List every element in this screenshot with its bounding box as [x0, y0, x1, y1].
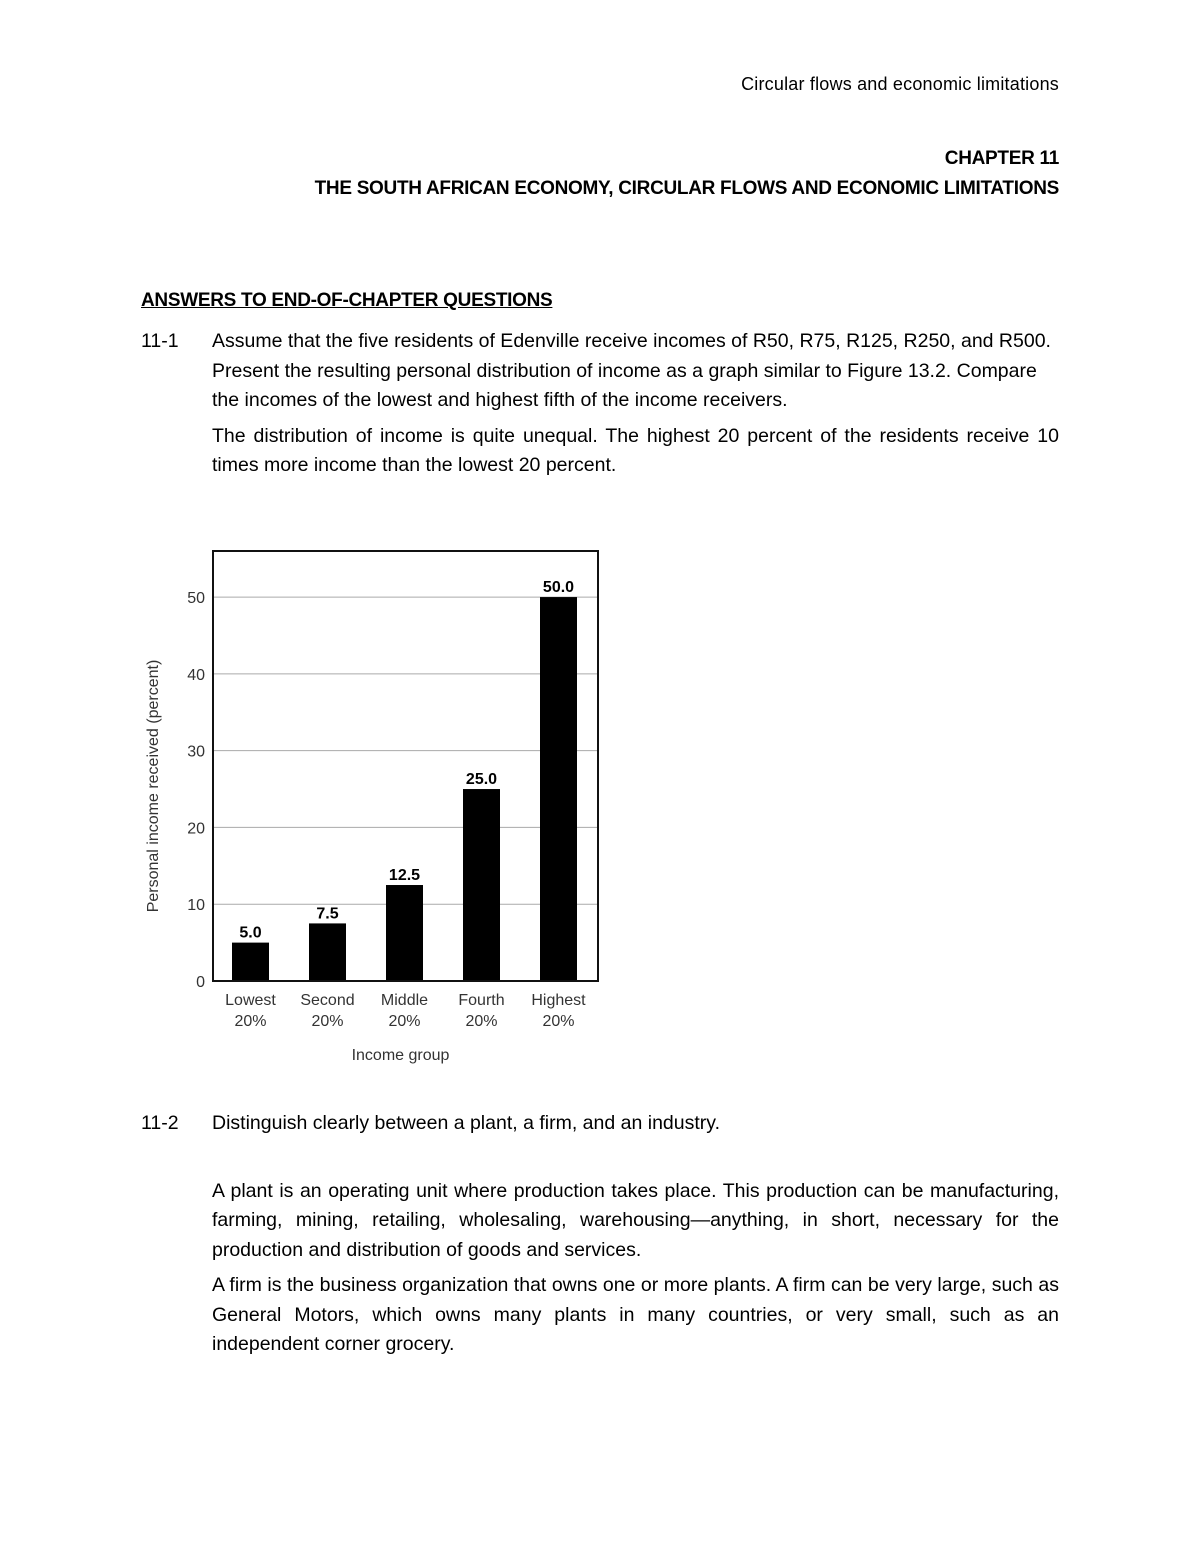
x-tick-label: 20% — [542, 1013, 575, 1030]
y-tick-label: 0 — [196, 974, 205, 991]
y-tick-label: 10 — [187, 897, 205, 915]
answer-paragraph: The distribution of income is quite unequal. The highest 20 percent of the residents receive 10 times more income than the lowest 20 percent. — [212, 424, 1059, 476]
y-tick-label: 50 — [187, 590, 205, 608]
data-label: 50.0 — [542, 579, 575, 597]
bar — [463, 789, 500, 981]
question-number: 11-2 — [141, 1112, 179, 1134]
running-header: Circular flows and economic limitations — [741, 74, 1059, 94]
x-tick-label: 20% — [234, 1013, 267, 1030]
x-tick-label: Highest — [531, 992, 586, 1009]
section-heading: ANSWERS TO END-OF-CHAPTER QUESTIONS — [141, 290, 553, 311]
chapter-number: CHAPTER 11 — [944, 148, 1059, 169]
y-axis-title: Personal income received (percent) — [145, 659, 162, 913]
question-text: Assume that the five residents of Edenville receive incomes of R50, R75, R125, R250, and R500. Present the resulting personal distribution of income as a graph similar to Figure 13.2. Compare the incomes of the lowest and highest fifth of the income receivers. — [212, 330, 1051, 411]
x-tick-label: Middle — [380, 992, 429, 1009]
bar — [309, 923, 346, 981]
x-tick-label: Fourth — [458, 992, 505, 1009]
question-11-2 — [141, 1109, 1059, 1366]
chapter-title: THE SOUTH AFRICAN ECONOMY, CIRCULAR FLOWS AND ECONOMIC LIMITATIONS — [314, 178, 1059, 199]
x-tick-label: Second — [300, 992, 355, 1009]
question-number: 11-1 — [141, 330, 179, 352]
x-tick-label: 20% — [388, 1013, 421, 1030]
data-label: 12.5 — [388, 867, 421, 885]
question-11-1 — [141, 327, 1059, 487]
x-tick-label: Lowest — [225, 992, 276, 1009]
answer-paragraph: A plant is an operating unit where production takes place. This production can be manufacturing, farming, mining, retailing, wholesaling, warehousing—anything, in short, necessary for the production and distribution of goods and services. — [212, 1179, 1059, 1261]
bar — [232, 943, 269, 981]
chapter-heading — [315, 144, 1059, 204]
data-label: 25.0 — [465, 771, 498, 789]
x-tick-label: 20% — [311, 1013, 344, 1030]
x-axis-title: Income group — [351, 1047, 450, 1064]
answer-paragraph: A firm is the business organization that owns one or more plants. A firm can be very large, such as General Motors, which owns many plants in many countries, or very small, such as an independent corner grocery. — [212, 1274, 1059, 1355]
income-distribution-chart — [130, 535, 630, 1075]
x-tick-label: 20% — [465, 1013, 498, 1030]
data-label: 5.0 — [239, 924, 262, 942]
y-tick-label: 20 — [187, 820, 205, 838]
bar — [540, 597, 577, 981]
data-label: 7.5 — [316, 905, 339, 923]
y-tick-label: 40 — [187, 666, 205, 684]
bar-chart-svg — [130, 535, 630, 1075]
y-tick-label: 30 — [187, 743, 205, 761]
question-text: Distinguish clearly between a plant, a firm, and an industry. — [212, 1112, 720, 1134]
bar — [386, 885, 423, 981]
